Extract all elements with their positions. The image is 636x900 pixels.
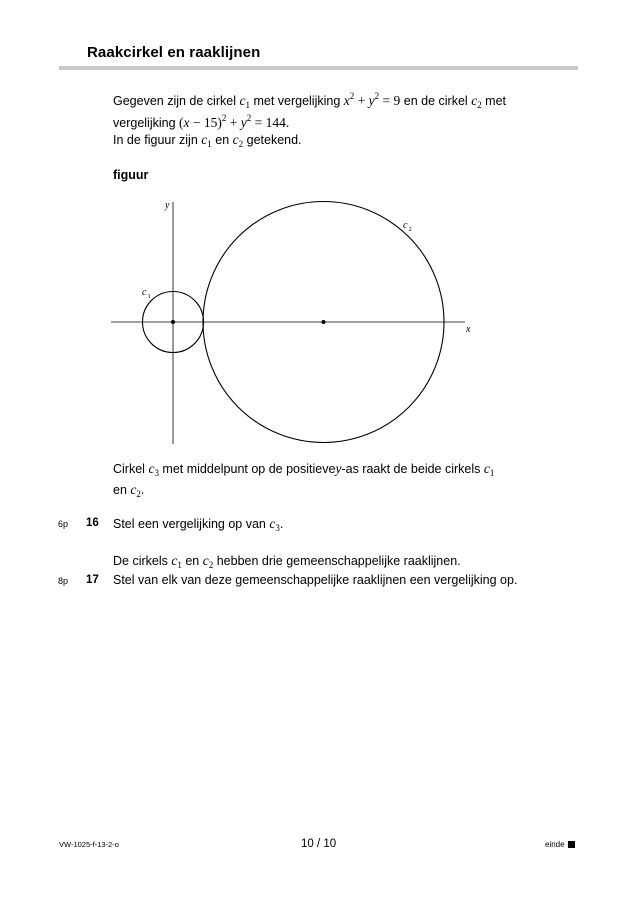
pre17-text: De cirkels $c_1$ en $c_2$ hebben drie gemeenschappelijke raaklijnen. [113, 553, 461, 570]
after-text-b: met middelpunt op de positieve [162, 462, 336, 476]
center-c1 [171, 320, 175, 324]
q16-number: 16 [86, 517, 99, 529]
q16-points: 6p [58, 519, 69, 529]
intro-text-a: Gegeven zijn de cirkel [113, 94, 236, 108]
var-c: c [239, 93, 246, 108]
center-c2 [322, 320, 326, 324]
page-title: Raakcirkel en raaklijnen [87, 44, 261, 61]
q17-number: 17 [86, 574, 99, 586]
after-fig-line-2: en $c_2$. [113, 482, 145, 499]
intro-text-g: getekend. [246, 133, 302, 147]
equation-c1: $x^2 + y^2 = 9$ [343, 91, 401, 108]
after-text-c: -as raakt de beide cirkels [341, 462, 481, 476]
footer-end: einde [545, 840, 575, 849]
var-y: y [335, 461, 342, 476]
q17-text: Stel van elk van deze gemeenschappelijke raaklijnen een vergelijking op. [113, 573, 518, 587]
after-text-a: Cirkel [113, 462, 145, 476]
sub-1: 1 [245, 100, 250, 110]
footer-code: VW-1025-f-13-2-o [59, 840, 119, 849]
intro-text-e: vergelijking [113, 116, 176, 130]
word-en: en [215, 133, 230, 147]
q16-text: Stel een vergelijking op van $c_3$. [113, 516, 284, 533]
intro-line-1: Gegeven zijn de cirkel $c_1$ met vergelijking $x^2 + y^2 = 9$ en de cirkel $c_2$ met [113, 91, 507, 110]
footer-page-number: 10 / 10 [301, 838, 337, 850]
label-c2-sub: 2 [408, 226, 412, 233]
y-axis-label: y [165, 200, 170, 211]
intro-line-3: In de figuur zijn $c_1$ en $c_2$ getekend. [113, 132, 302, 149]
intro-text-b: met vergelijking [253, 94, 341, 108]
intro-text-c: en de cirkel [403, 94, 468, 108]
figure-label: figuur [113, 168, 149, 182]
intro-text-f: In de figuur zijn [113, 133, 198, 147]
q17-points: 8p [58, 576, 69, 586]
end-square-icon [568, 841, 575, 848]
label-c1-sub: 1 [147, 293, 151, 300]
equation-c2: $(x - 15)^2 + y^2 = 144$. [179, 113, 290, 130]
intro-text-d: met [485, 94, 507, 108]
label-c1: c [142, 287, 147, 298]
after-fig-line-1: Cirkel $c_3$ met middelpunt op de positievey-as raakt de beide cirkels $c_1$ [113, 461, 495, 478]
x-axis-label: x [466, 324, 471, 335]
label-c2: c [403, 220, 408, 231]
